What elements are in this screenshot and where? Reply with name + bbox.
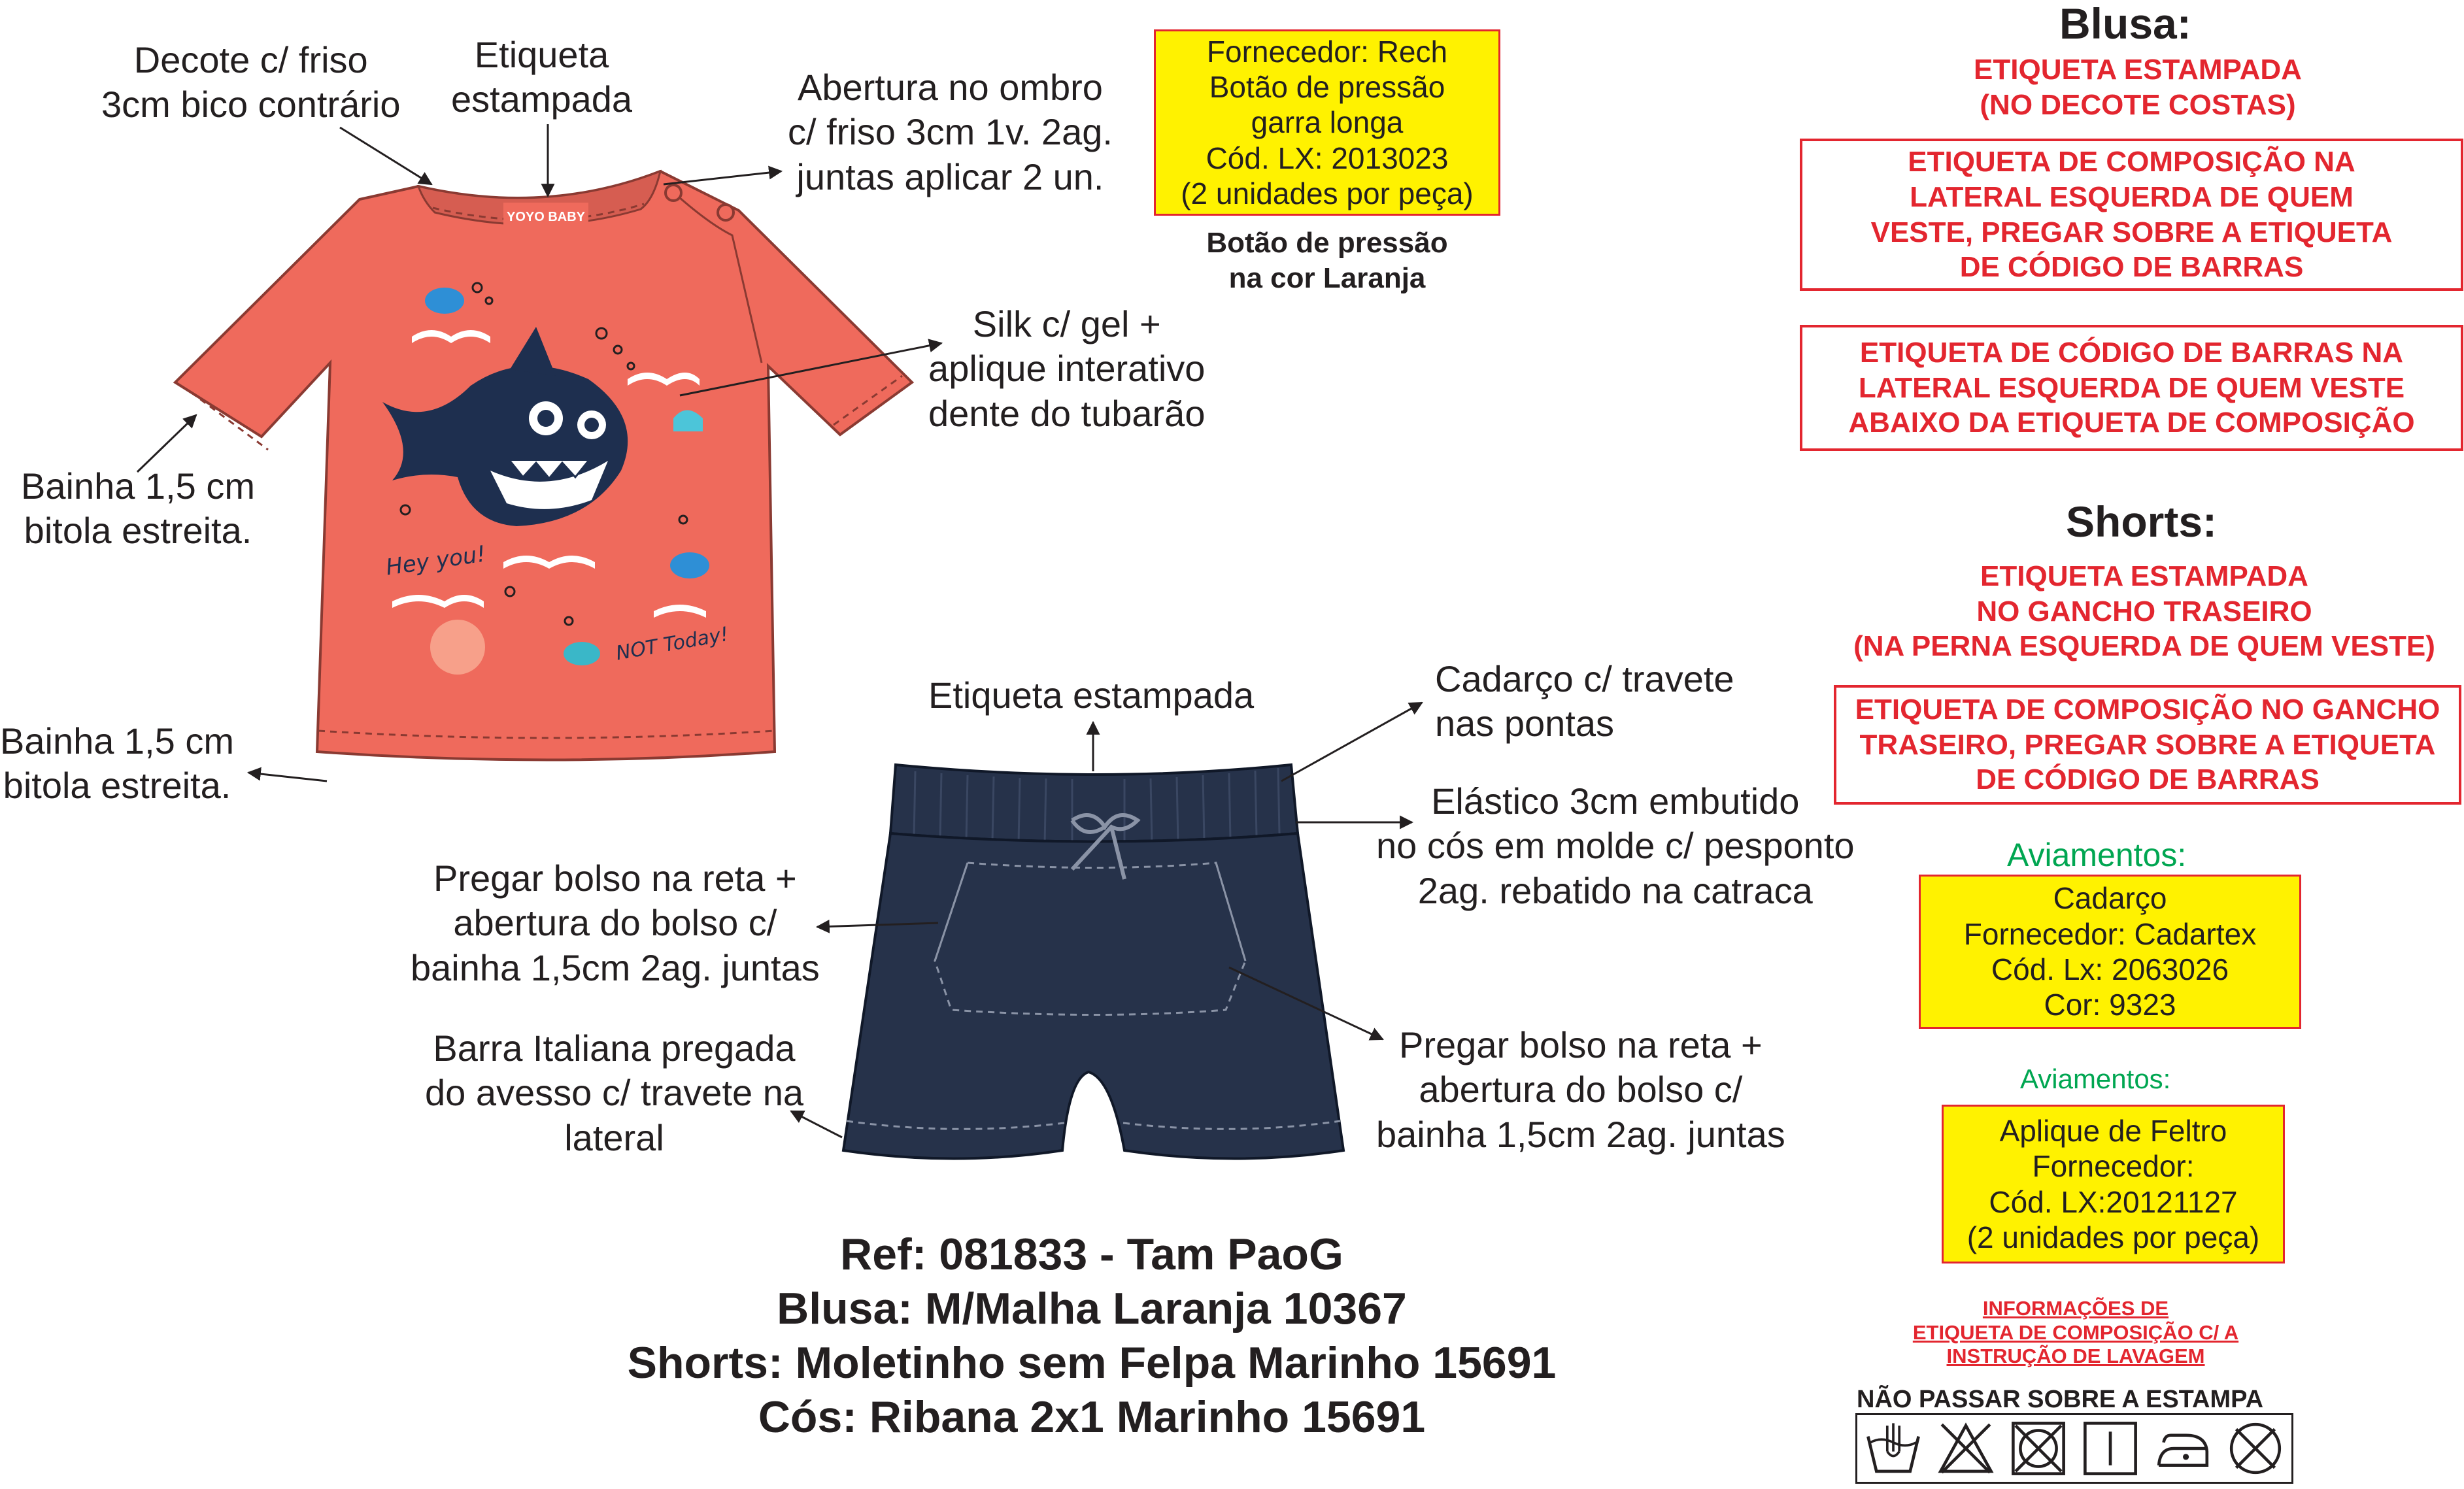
blusa-codigo-barras-box: ETIQUETA DE CÓDIGO DE BARRAS NA LATERAL ESQUERDA DE QUEM VESTE ABAIXO DA ETIQUETA DE COMPOSIÇÃO xyxy=(1800,325,2463,451)
shorts-etiqueta-estampada: ETIQUETA ESTAMPADA NO GANCHO TRASEIRO (NA PERNA ESQUERDA DE QUEM VESTE) xyxy=(1853,560,2435,663)
leader-bainha-manga xyxy=(137,415,196,472)
snap-button-color-caption: Botão de pressão na cor Laranja xyxy=(1206,227,1448,294)
leader-decote xyxy=(340,127,431,184)
leader-abertura xyxy=(664,171,781,184)
snap-button-supplier-box: Fornecedor: Rech Botão de pressão garra longa Cód. LX: 2013023 (2 unidades por peça) xyxy=(1154,29,1500,216)
label-bolso-right: Pregar bolso na reta + abertura do bolso c/ bainha 1,5cm 2ag. juntas xyxy=(1376,1024,1785,1155)
leader-cadarco xyxy=(1281,703,1422,781)
shorts-material-line: Shorts: Moletinho sem Felpa Marinho 15691 xyxy=(627,1337,1557,1388)
reference-block xyxy=(503,1228,1680,1445)
snap-button-1 xyxy=(666,185,681,201)
shorts-heading: Shorts: xyxy=(2066,497,2217,546)
label-etiqueta-estampada-top: Etiqueta estampada xyxy=(451,34,633,120)
aviamentos-feltro-box: Aplique de Feltro Fornecedor: Cód. LX:20121127 (2 unidades por peça) xyxy=(1942,1105,2285,1263)
label-decote: Decote c/ friso 3cm bico contrário xyxy=(101,39,401,125)
print-text-not-today: NOT Today! xyxy=(614,622,730,665)
label-silk-gel: Silk c/ gel + aplique interativo dente do tubarão xyxy=(928,303,1206,434)
label-bainha-manga: Bainha 1,5 cm bitola estreita. xyxy=(21,465,255,552)
iron-low-icon xyxy=(2153,1418,2213,1479)
brand-label-text: YOYO BABY xyxy=(506,210,586,224)
shorts-composicao-box: ETIQUETA DE COMPOSIÇÃO NO GANCHO TRASEIRO, PREGAR SOBRE A ETIQUETA DE CÓDIGO DE BARRAS xyxy=(1834,685,2461,805)
leader-bainha-barra xyxy=(248,773,327,781)
tshirt-drawing xyxy=(175,171,912,760)
do-not-tumble-dry-icon xyxy=(2008,1418,2068,1479)
print-text-hey-you: Hey you! xyxy=(384,541,488,581)
do-not-bleach-icon xyxy=(1936,1418,1996,1479)
care-symbols-row xyxy=(1855,1413,2293,1484)
blusa-heading: Blusa: xyxy=(2059,0,2191,48)
aviamentos-cadarco-box: Cadarço Fornecedor: Cadartex Cód. Lx: 2063026 Cor: 9323 xyxy=(1919,875,2301,1029)
line-dry-icon xyxy=(2080,1418,2140,1479)
cos-material-line: Cós: Ribana 2x1 Marinho 15691 xyxy=(758,1392,1426,1442)
blusa-material-line: Blusa: M/Malha Laranja 10367 xyxy=(777,1283,1407,1333)
snap-button-2 xyxy=(718,205,734,220)
label-elastico: Elástico 3cm embutido no cós em molde c/ pesponto 2ag. rebatido na catraca xyxy=(1376,780,1855,911)
label-etiqueta-estampada-shorts: Etiqueta estampada xyxy=(928,675,1255,716)
label-barra-italiana: Barra Italiana pregada do avesso c/ travete na lateral xyxy=(425,1028,804,1158)
label-abertura-ombro: Abertura no ombro c/ friso 3cm 1v. 2ag. juntas aplicar 2 un. xyxy=(788,67,1113,197)
shorts-drawing xyxy=(843,765,1343,1159)
care-warning: NÃO PASSAR SOBRE A ESTAMPA xyxy=(1857,1386,2264,1413)
hand-wash-icon xyxy=(1863,1418,1923,1479)
label-bolso-left: Pregar bolso na reta + abertura do bolso c/ bainha 1,5cm 2ag. juntas xyxy=(411,858,820,988)
label-bainha-barra: Bainha 1,5 cm bitola estreita. xyxy=(0,720,234,807)
blusa-composicao-box: ETIQUETA DE COMPOSIÇÃO NA LATERAL ESQUERDA DE QUEM VESTE, PREGAR SOBRE A ETIQUETA DE CÓDIGO DE BARRAS xyxy=(1800,139,2463,291)
aviamentos-title-1: Aviamentos: xyxy=(2007,837,2187,873)
shorts-body xyxy=(843,833,1343,1159)
ref-line: Ref: 081833 - Tam PaoG xyxy=(840,1230,1343,1279)
aviamentos-title-2: Aviamentos: xyxy=(2020,1063,2171,1094)
care-label-info: INFORMAÇÕES DE ETIQUETA DE COMPOSIÇÃO C/ A INSTRUÇÃO DE LAVAGEM xyxy=(1912,1297,2239,1368)
do-not-dry-clean-icon xyxy=(2225,1418,2286,1479)
label-cadarco: Cadarço c/ travete nas pontas xyxy=(1435,658,1734,744)
blusa-etiqueta-estampada: ETIQUETA ESTAMPADA (NO DECOTE COSTAS) xyxy=(1974,54,2302,121)
